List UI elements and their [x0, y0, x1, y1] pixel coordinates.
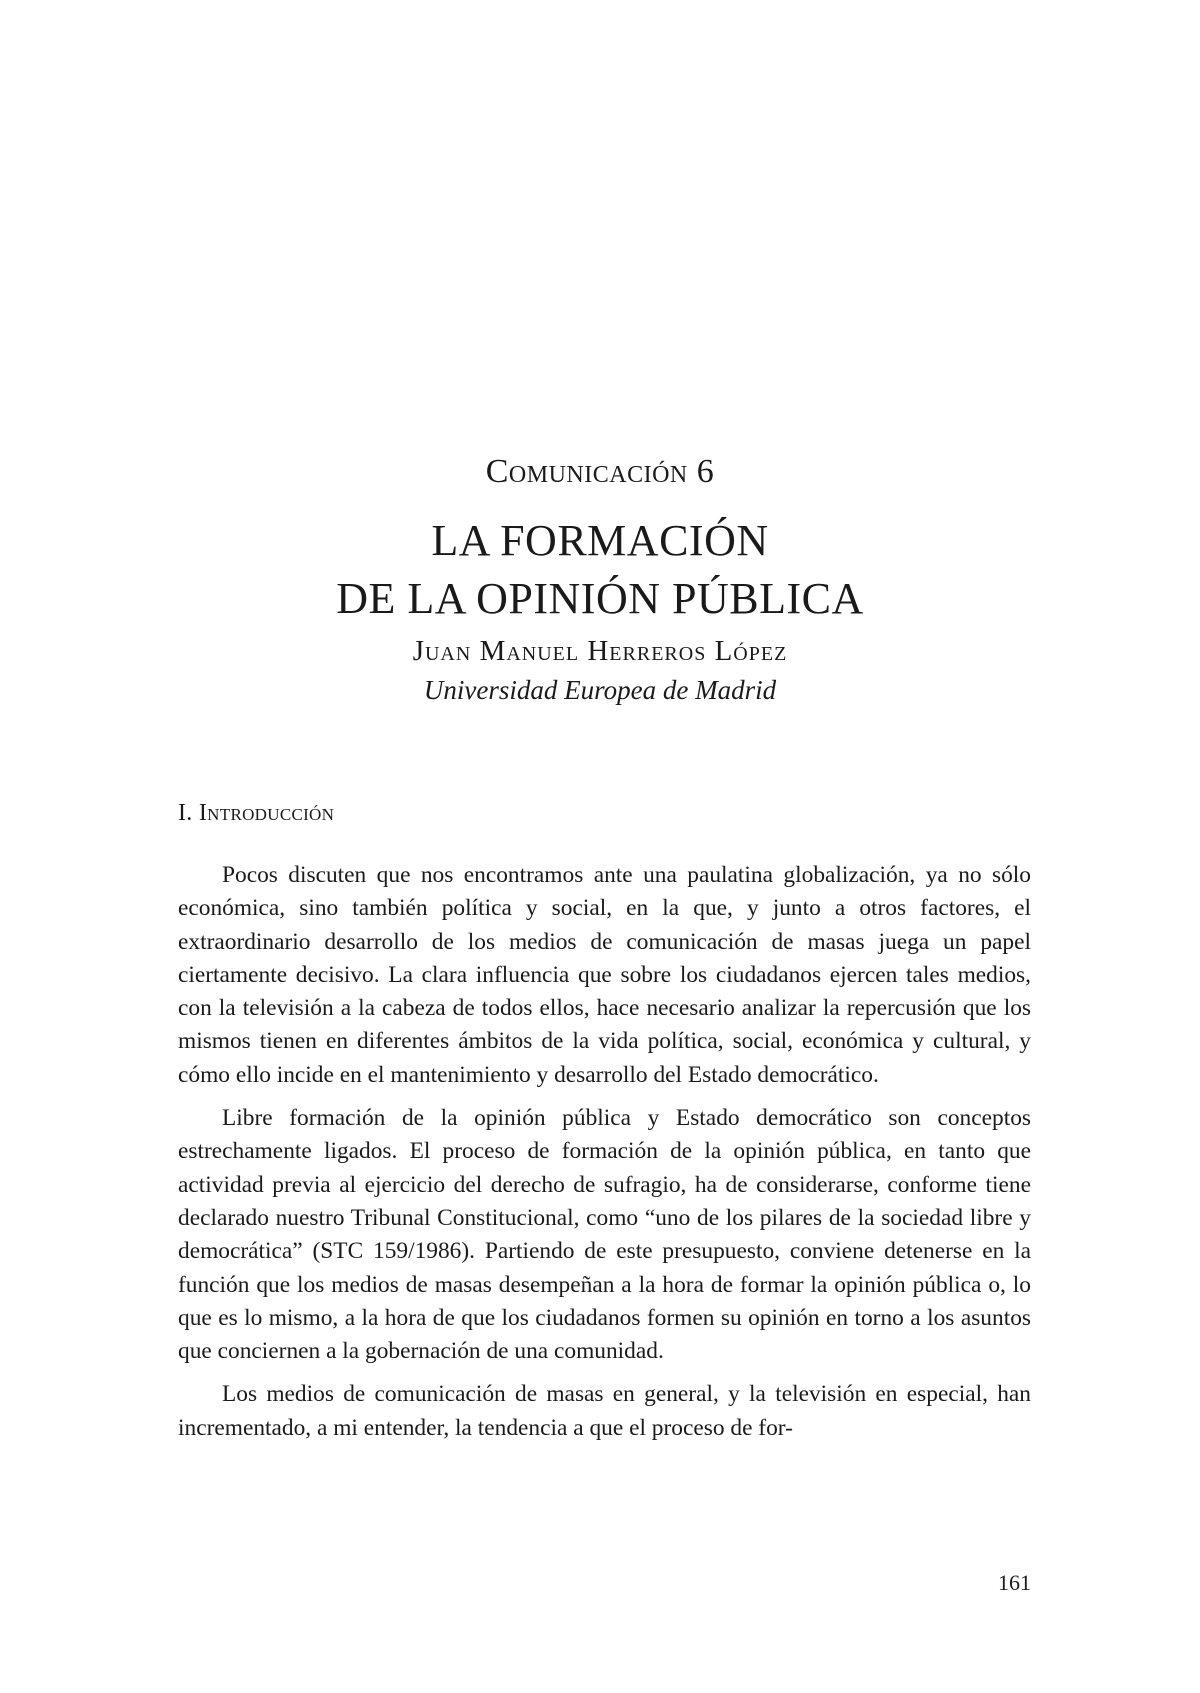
- communication-label: Comunicación 6: [485, 453, 715, 490]
- paragraph-2: Libre formación de la opinión pública y Estado democrático son conceptos estrechamente ligados. El proceso de formación de la opinión pública, en tanto que actividad previa al ejercicio del derecho de sufragio, ha de considerarse, conforme tiene declarado nuestro Tribunal Constitucional, como “uno de los pilares de la sociedad libre y democrática” (STC 159/1986). Partiendo de este presupuesto, conviene detenerse en la función que los medios de masas desempeñan a la hora de formar la opinión pública o, lo que es lo mismo, a la hora de que los ciudadanos formen su opinión en torno a los asuntos que conciernen a la gobernación de una comunidad.: [178, 1105, 1031, 1365]
- body-text: [178, 859, 1031, 1455]
- section-heading: I. Introducción: [178, 800, 335, 826]
- document-title: [0, 512, 1200, 628]
- title-line-1: LA FORMACIÓN: [431, 516, 769, 565]
- title-line-2: DE LA OPINIÓN PÚBLICA: [336, 574, 864, 623]
- paragraph-1: Pocos discuten que nos encontramos ante una paulatina globalización, ya no sólo económica, sino también política y social, en la que, y junto a otros factores, el extraordinario desarrollo de los medios de comunicación de masas juega un papel ciertamente decisivo. La clara influencia que sobre los ciudadanos ejercen tales medios, con la televisión a la cabeza de todos ellos, hace necesario analizar la repercusión que los mismos tienen en diferentes ámbitos de la vida política, social, económica y cultural, y cómo ello incide en el mantenimiento y desarrollo del Estado democrático.: [178, 862, 1031, 1088]
- author-affiliation: Universidad Europea de Madrid: [423, 675, 777, 705]
- page-number: 161: [998, 1570, 1031, 1595]
- paragraph-3: Los medios de comunicación de masas en general, y la televisión en especial, han incrementado, a mi entender, la tendencia a que el proceso de for-: [178, 1381, 1031, 1441]
- author-name: Juan Manuel Herreros López: [412, 635, 788, 667]
